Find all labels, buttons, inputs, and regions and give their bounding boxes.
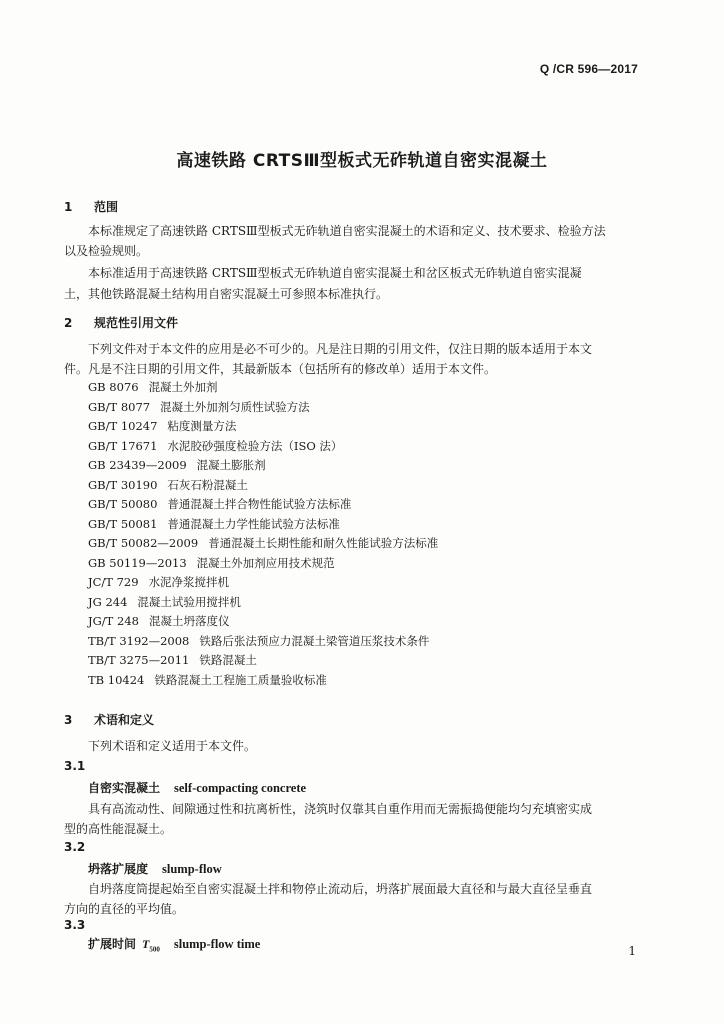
reference-code: GB 50119—2013 bbox=[88, 555, 187, 570]
section-2-para-line-1: 下列文件对于本文件的应用是必不可少的。凡是注日期的引用文件，仅注日期的版本适用于本文 bbox=[88, 342, 593, 356]
reference-item bbox=[88, 456, 438, 476]
section-2-para-line-2: 件。凡是不注日期的引用文件，其最新版本（包括所有的修改单）适用于本文件。 bbox=[64, 362, 497, 376]
reference-code: JG/T 248 bbox=[88, 614, 139, 628]
reference-name: 混凝土膨胀剂 bbox=[196, 458, 266, 472]
reference-item bbox=[88, 398, 438, 418]
term-english: slump-flow time bbox=[173, 937, 261, 951]
term-chinese: 坍落扩展度 bbox=[88, 862, 149, 876]
reference-item bbox=[88, 612, 438, 632]
reference-name: 石灰石粉混凝土 bbox=[167, 477, 248, 492]
reference-name: 水泥胶砂强度检验方法（ISO 法） bbox=[167, 438, 343, 453]
section-title: 规范性引用文件 bbox=[94, 316, 179, 330]
section-number: 1 bbox=[64, 200, 73, 214]
reference-name: 水泥净浆搅拌机 bbox=[148, 575, 230, 589]
normative-references-list bbox=[88, 378, 438, 690]
term-definition-line-2: 方向的直径的平均值。 bbox=[64, 902, 185, 916]
reference-item bbox=[88, 593, 438, 613]
section-1-para-2-line-1: 本标准适用于高速铁路 CRTSⅢ型板式无砟轨道自密实混凝土和岔区板式无砟轨道自密实混凝 bbox=[88, 266, 582, 280]
term-number: 3.2 bbox=[64, 840, 86, 854]
term-entry bbox=[88, 779, 306, 796]
term-english: slump-flow bbox=[162, 862, 222, 876]
term-chinese: 自密实混凝土 bbox=[88, 781, 161, 795]
reference-name: 铁路后张法预应力混凝土梁管道压浆技术条件 bbox=[199, 633, 430, 648]
term-number: 3.3 bbox=[64, 918, 86, 932]
reference-item bbox=[88, 632, 438, 652]
reference-item bbox=[88, 515, 438, 535]
reference-name: 混凝土试验用搅拌机 bbox=[137, 594, 241, 609]
term-english: self-compacting concrete bbox=[174, 781, 307, 795]
term-definition-line-2: 型的高性能混凝土。 bbox=[64, 822, 173, 836]
reference-item bbox=[88, 495, 438, 515]
section-3-intro: 下列术语和定义适用于本文件。 bbox=[88, 739, 257, 753]
reference-code: GB/T 50081 bbox=[88, 516, 158, 531]
term-definition-line-1: 自坍落度筒提起始至自密实混凝土拌和物停止流动后，坍落扩展面最大直径和与最大直径呈垂直 bbox=[88, 882, 593, 896]
page-number: 1 bbox=[628, 944, 636, 958]
term-symbol-letter: T bbox=[142, 937, 150, 951]
reference-name: 铁路混凝土工程施工质量验收标准 bbox=[154, 672, 327, 687]
reference-code: TB/T 3275—2011 bbox=[88, 653, 190, 667]
reference-name: 粘度测量方法 bbox=[167, 419, 237, 433]
document-title: 高速铁路 CRTSⅢ型板式无砟轨道自密实混凝土 bbox=[176, 151, 548, 171]
reference-item bbox=[88, 573, 438, 593]
section-2-heading bbox=[64, 314, 178, 331]
reference-code: GB 8076 bbox=[88, 380, 139, 394]
term-entry bbox=[88, 860, 222, 877]
reference-item bbox=[88, 554, 438, 574]
reference-code: GB/T 50080 bbox=[88, 497, 158, 511]
reference-name: 普通混凝土力学性能试验方法标准 bbox=[167, 516, 340, 531]
reference-item bbox=[88, 476, 438, 496]
section-1-heading bbox=[64, 198, 118, 215]
term-number: 3.1 bbox=[64, 759, 86, 773]
reference-name: 普通混凝土拌合物性能试验方法标准 bbox=[167, 497, 352, 511]
term-symbol-subscript: 500 bbox=[149, 945, 160, 954]
reference-item bbox=[88, 671, 438, 691]
reference-item bbox=[88, 651, 438, 671]
section-3-heading bbox=[64, 711, 154, 728]
reference-code: TB 10424 bbox=[88, 672, 145, 687]
section-title: 范围 bbox=[94, 200, 119, 214]
reference-item bbox=[88, 417, 438, 437]
term-chinese: 扩展时间 bbox=[88, 937, 137, 951]
reference-code: GB/T 10247 bbox=[88, 419, 158, 433]
term-symbol bbox=[142, 937, 160, 954]
term-definition-line-1: 具有高流动性、间隙通过性和抗离析性，浇筑时仅靠其自重作用而无需振捣便能均匀充填密实成 bbox=[88, 802, 593, 816]
reference-code: TB/T 3192—2008 bbox=[88, 633, 190, 648]
reference-code: JG 244 bbox=[88, 594, 128, 609]
standard-code: Q /CR 596—2017 bbox=[539, 62, 638, 76]
section-1-para-1-line-1: 本标准规定了高速铁路 CRTSⅢ型板式无砟轨道自密实混凝土的术语和定义、技术要求、检验方法 bbox=[88, 224, 606, 238]
section-1-para-1-line-2: 以及检验规则。 bbox=[64, 244, 149, 258]
section-title: 术语和定义 bbox=[94, 713, 155, 727]
reference-name: 普通混凝土长期性能和耐久性能试验方法标准 bbox=[208, 536, 439, 550]
reference-code: GB 23439—2009 bbox=[88, 458, 187, 472]
reference-name: 铁路混凝土 bbox=[199, 653, 257, 667]
section-number: 2 bbox=[64, 316, 73, 330]
reference-name: 混凝土外加剂匀质性试验方法 bbox=[160, 399, 310, 414]
reference-code: GB/T 8077 bbox=[88, 399, 151, 414]
reference-code: JC/T 729 bbox=[88, 575, 139, 589]
term-entry bbox=[88, 935, 260, 953]
reference-code: GB/T 30190 bbox=[88, 477, 158, 492]
section-number: 3 bbox=[64, 713, 73, 727]
reference-code: GB/T 50082—2009 bbox=[88, 536, 199, 550]
reference-name: 混凝土外加剂应用技术规范 bbox=[196, 555, 335, 570]
reference-name: 混凝土外加剂 bbox=[148, 380, 218, 394]
reference-code: GB/T 17671 bbox=[88, 438, 158, 453]
reference-item bbox=[88, 378, 438, 398]
reference-item bbox=[88, 437, 438, 457]
reference-name: 混凝土坍落度仪 bbox=[148, 614, 230, 628]
reference-item bbox=[88, 534, 438, 554]
section-1-para-2-line-2: 土，其他铁路混凝土结构用自密实混凝土可参照本标准执行。 bbox=[64, 287, 389, 301]
